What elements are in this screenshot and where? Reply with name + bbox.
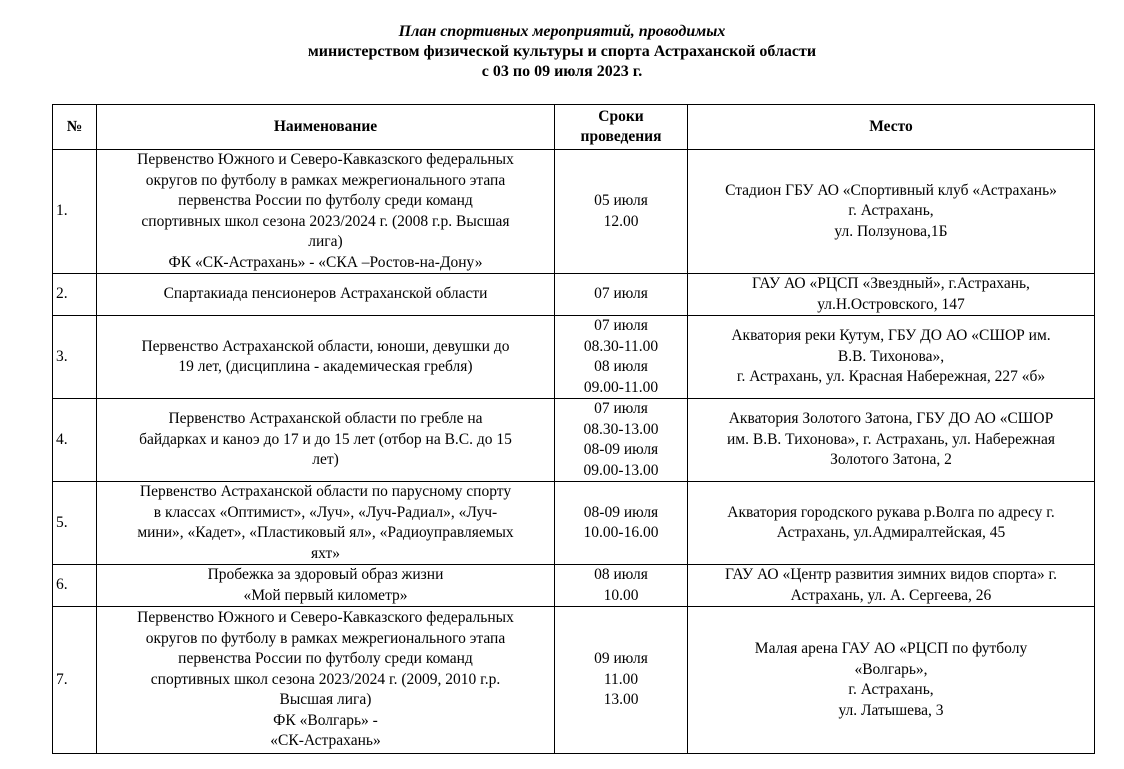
column-header-name: Наименование	[97, 105, 555, 150]
column-header-dates	[555, 105, 688, 150]
event-name-line: Пробежка за здоровый образ жизни	[207, 566, 444, 583]
event-dates-line: 07 июля	[594, 285, 648, 303]
row-number: 3.	[53, 316, 97, 399]
event-name-line: «Мой первый километр»	[243, 586, 408, 604]
event-place-line: г. Астрахань,	[848, 202, 934, 220]
table-row	[53, 482, 1095, 565]
table-row	[53, 316, 1095, 399]
row-number: 7.	[53, 607, 97, 754]
event-name-line: округов по футболу в рамках межрегионального этапа	[145, 629, 506, 647]
event-dates-cell	[555, 482, 688, 565]
event-dates-line: 08 июля	[594, 566, 648, 583]
table-row	[53, 607, 1095, 754]
event-dates-line: 11.00	[603, 670, 639, 688]
event-place-cell	[688, 399, 1095, 482]
event-place-line: Астрахань, ул.Адмиралтейская, 45	[776, 524, 1006, 541]
event-name-line: лига)	[308, 233, 343, 250]
event-dates-line: 05 июля	[594, 192, 648, 209]
table-header-row	[53, 105, 1095, 150]
header-title-line1: План спортивных мероприятий, проводимых	[398, 23, 726, 40]
event-name-line: Первенство Южного и Северо-Кавказского федеральных	[137, 151, 514, 168]
event-dates-line: 09.00-11.00	[583, 378, 659, 396]
table-row	[53, 399, 1095, 482]
event-name-line: байдарках и каноэ до 17 и до 15 лет (отбор на В.С. до 15	[139, 430, 512, 448]
event-name-line: 19 лет, (дисциплина - академическая гребля)	[178, 358, 473, 375]
event-dates-line: 10.00-16.00	[583, 524, 659, 541]
event-name-cell	[97, 482, 555, 565]
event-dates-line: 08.30-13.00	[583, 420, 659, 438]
row-number: 5.	[53, 482, 97, 565]
event-name-cell	[97, 565, 555, 607]
event-dates-line: 10.00	[603, 586, 639, 604]
event-dates-line: 08-09 июля	[583, 503, 659, 521]
event-name-line: первенства России по футболу среди команд	[178, 650, 473, 668]
event-dates-line: 09.00-13.00	[583, 461, 659, 479]
event-name-line: «СК-Астрахань»	[270, 732, 381, 750]
event-place-line: ул. Ползунова,1Б	[834, 222, 948, 240]
event-place-line: Стадион ГБУ АО «Спортивный клуб «Астрахань»	[725, 181, 1057, 199]
event-dates-line: 08.30-11.00	[583, 337, 659, 355]
event-name-line: Первенство Астраханской области по гребле на	[168, 410, 483, 428]
event-name-cell	[97, 607, 555, 754]
table-row	[53, 274, 1095, 316]
event-place-line: Золотого Затона, 2	[830, 451, 952, 469]
event-dates-cell	[555, 607, 688, 754]
event-place-line: им. В.В. Тихонова», г. Астрахань, ул. Набережная	[727, 430, 1055, 448]
event-place-cell	[688, 274, 1095, 316]
header-title-line2: министерством физической культуры и спорта Астраханской области	[307, 43, 817, 60]
row-number: 1.	[53, 150, 97, 274]
event-dates-cell	[555, 274, 688, 316]
event-dates-line: 12.00	[603, 212, 639, 230]
table-row	[53, 565, 1095, 607]
event-dates-cell	[555, 399, 688, 482]
event-dates-line: 08 июля	[594, 358, 648, 375]
event-name-line: Первенство Южного и Северо-Кавказского федеральных	[137, 609, 514, 627]
event-place-cell	[688, 150, 1095, 274]
row-number: 2.	[53, 274, 97, 316]
event-place-line: г. Астрахань,	[848, 681, 934, 698]
event-name-line: спортивных школ сезона 2023/2024 г. (2008 г.р. Высшая	[141, 212, 510, 230]
event-name-line: округов по футболу в рамках межрегионального этапа	[145, 171, 506, 189]
event-name-line: первенства России по футболу среди команд	[178, 192, 473, 209]
column-header-dates-line1: Сроки	[598, 107, 644, 125]
event-name-line: ФК «СК-Астрахань» - «СКА –Ростов-на-Дону»	[168, 253, 483, 271]
event-dates-line: 13.00	[603, 691, 639, 709]
table-row	[53, 150, 1095, 274]
event-place-cell	[688, 565, 1095, 607]
event-dates-cell	[555, 565, 688, 607]
event-dates-cell	[555, 150, 688, 274]
event-place-cell	[688, 607, 1095, 754]
event-dates-line: 08-09 июля	[583, 441, 659, 458]
event-name-line: Спартакиада пенсионеров Астраханской области	[163, 285, 488, 303]
header-date-range: с 03 по 09 июля 2023 г.	[481, 63, 643, 80]
event-dates-cell	[555, 316, 688, 399]
event-place-line: ГАУ АО «Центр развития зимних видов спорта» г.	[725, 566, 1057, 583]
event-name-line: яхт»	[310, 544, 341, 562]
event-place-line: ул.Н.Островского, 147	[817, 295, 965, 313]
event-place-line: Малая арена ГАУ АО «РЦСП по футболу	[754, 640, 1028, 657]
event-name-line: Первенство Астраханской области, юноши, девушки до	[141, 337, 510, 355]
event-place-line: «Волгарь»,	[854, 660, 928, 678]
event-place-cell	[688, 482, 1095, 565]
event-dates-line: 09 июля	[594, 650, 648, 668]
events-table	[52, 104, 1095, 754]
event-name-line: спортивных школ сезона 2023/2024 г. (2009, 2010 г.р.	[150, 670, 501, 688]
event-place-line: ГАУ АО «РЦСП «Звездный», г.Астрахань,	[752, 275, 1030, 292]
event-name-cell	[97, 150, 555, 274]
event-place-line: ул. Латышева, 3	[838, 701, 944, 719]
event-name-line: Первенство Астраханской области по парусному спорту	[139, 483, 512, 500]
event-name-line: лет)	[312, 451, 339, 469]
column-header-place: Место	[688, 105, 1095, 150]
event-place-line: г. Астрахань, ул. Красная Набережная, 227 «б»	[736, 368, 1046, 386]
row-number: 6.	[53, 565, 97, 607]
event-place-line: Астрахань, ул. А. Сергеева, 26	[790, 586, 992, 604]
event-place-line: Акватория реки Кутум, ГБУ ДО АО «СШОР им.	[731, 327, 1051, 345]
column-header-number: №	[53, 105, 97, 150]
event-name-line: ФК «Волгарь» -	[273, 711, 378, 729]
event-name-cell	[97, 399, 555, 482]
event-name-cell	[97, 274, 555, 316]
document-header	[0, 22, 1124, 82]
event-name-line: мини», «Кадет», «Пластиковый ял», «Радиоуправляемых	[137, 524, 514, 541]
event-dates-line: 07 июля	[594, 317, 648, 334]
event-place-line: В.В. Тихонова»,	[837, 347, 945, 365]
event-place-line: Акватория Золотого Затона, ГБУ ДО АО «СШОР	[728, 410, 1054, 428]
column-header-dates-line2: проведения	[580, 128, 662, 145]
event-name-line: Высшая лига)	[279, 691, 372, 709]
event-place-line: Акватория городского рукава р.Волга по адресу г.	[727, 503, 1055, 521]
event-place-cell	[688, 316, 1095, 399]
event-name-cell	[97, 316, 555, 399]
table-body	[53, 150, 1095, 754]
event-name-line: в классах «Оптимист», «Луч», «Луч-Радиал», «Луч-	[153, 503, 498, 521]
event-dates-line: 07 июля	[594, 400, 648, 417]
row-number: 4.	[53, 399, 97, 482]
